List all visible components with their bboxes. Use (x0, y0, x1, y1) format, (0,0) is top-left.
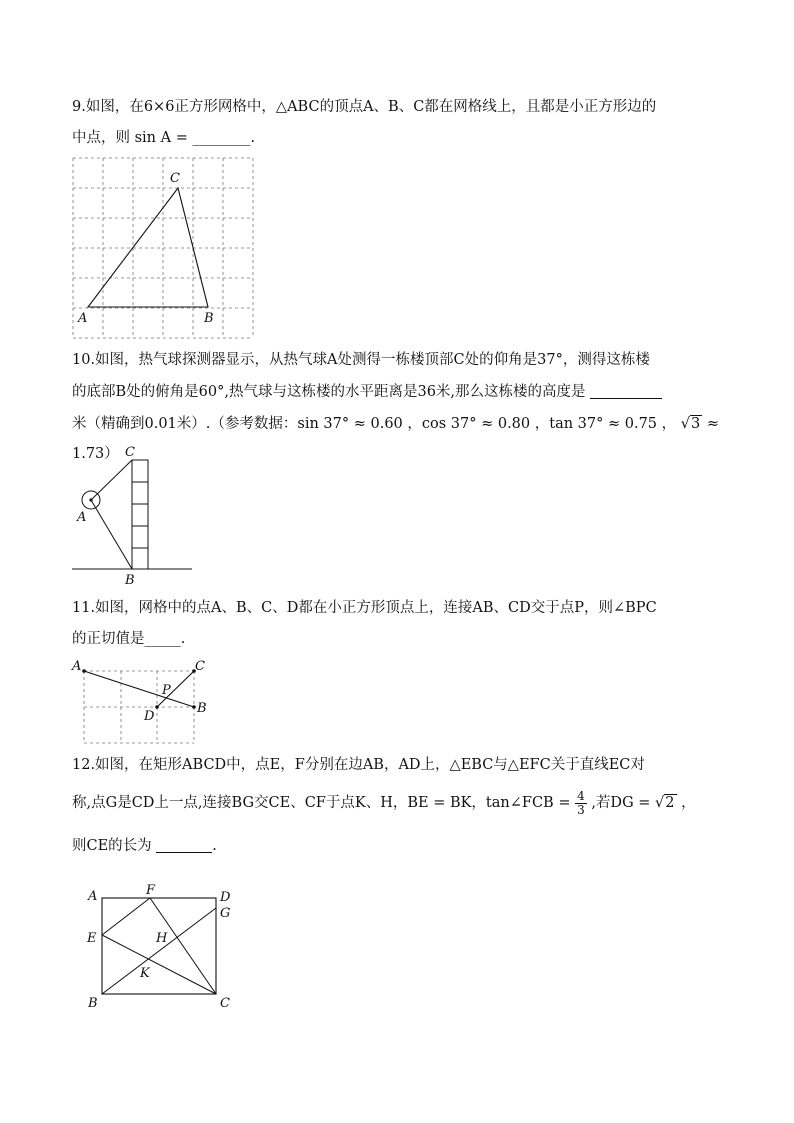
q10-answer-blank (590, 382, 662, 399)
q10-text-line1: 10.如图，热气球探测器显示，从热气球A处测得一栋楼顶部C处的仰角是37°，测得这栋楼 (72, 352, 650, 368)
q12-text-line2 (72, 788, 732, 818)
q10-line-ab (91, 500, 132, 569)
q12-rectangle-abcd (102, 898, 216, 994)
q10-label-c: C (125, 445, 135, 460)
q12-label-g: G (220, 906, 231, 921)
q11-grid-figure (70, 655, 220, 750)
q12-label-f: F (146, 883, 156, 898)
q12-line-fc (150, 898, 216, 994)
q11-text-line1: 11.如图，网格中的点A、B、C、D都在小正方形顶点上，连接AB、CD交于点P，则∠BPC (72, 600, 657, 616)
q12-label-e: E (87, 931, 97, 946)
q12-label-h: H (156, 931, 168, 946)
q10-sqrt: √3 (680, 416, 701, 432)
q11-label-p: P (162, 683, 171, 698)
q10-building (132, 460, 148, 569)
q9-grid-figure (60, 150, 260, 340)
q12-text-line3 (72, 831, 732, 861)
q9-label-b: B (204, 311, 214, 326)
q9-label-c: C (170, 171, 180, 186)
q12-line-bg (102, 908, 216, 994)
q10-line-ac (91, 460, 132, 500)
q12-answer-blank (156, 836, 212, 853)
q12-text-line2b: ,若DG = (591, 795, 651, 811)
q10-label-b: B (125, 573, 135, 588)
q12-sqrt: √2 (655, 795, 675, 811)
q9-text-line2: 中点，则 sin A = ________. (72, 130, 256, 146)
q12-label-k: K (140, 966, 150, 981)
q10-text-line2-content: 的底部B处的俯角是60°,热气球与这栋楼的水平距离是36米,那么这栋楼的高度是 (72, 384, 586, 400)
q12-frac-num: 4 (577, 788, 585, 803)
q9-label-a: A (78, 311, 88, 326)
q12-sqrt-radicand: 2 (665, 795, 675, 811)
q12-period: . (212, 838, 217, 854)
q12-line-ef (102, 898, 150, 935)
q11-label-a: A (72, 659, 82, 674)
q12-label-d: D (220, 890, 231, 905)
q12-text-line1: 12.如图，在矩形ABCD中，点E，F分别在边AB，AD上，△EBC与△EFC关于直线EC对 (72, 757, 645, 773)
q11-label-b: B (197, 701, 207, 716)
q10-balloon-figure (60, 440, 200, 590)
q12-label-a: A (88, 889, 98, 904)
q9-text-line1: 9.如图，在6×6正方形网格中，△ABC的顶点A、B、C都在网格线上，且都是小正方形边的 (72, 99, 657, 115)
q11-label-c: C (195, 659, 205, 674)
q11-segment-ab (84, 671, 194, 707)
q12-label-c: C (220, 996, 230, 1011)
q12-text-line2a: 称,点G是CD上一点,连接BG交CE、CF于点K、H，BE = BK，tan∠FCB = (72, 795, 571, 811)
q10-text-line2 (72, 377, 732, 407)
q12-frac-den: 3 (577, 802, 585, 817)
q12-text-line2c: ， (681, 795, 696, 811)
q11-label-d: D (144, 709, 155, 724)
q10-text-line3b: ≈ 1.73） (72, 416, 719, 462)
q11-text-line2: 的正切值是_____. (72, 631, 186, 647)
q12-label-b: B (88, 996, 98, 1011)
q12-text-line3-content: 则CE的长为 (72, 838, 152, 854)
q10-sqrt-radicand: 3 (691, 416, 701, 432)
q12-rectangle-figure (80, 880, 240, 1015)
q10-text-line3a: 米（精确到0.01米）.（参考数据：sin 37° ≈ 0.60 ，cos 37° ≈ 0.80 ，tan 37° ≈ 0.75 ， (72, 416, 677, 432)
q9-triangle-abc (88, 188, 208, 307)
q10-label-a: A (77, 510, 87, 525)
q12-fraction (575, 790, 587, 817)
